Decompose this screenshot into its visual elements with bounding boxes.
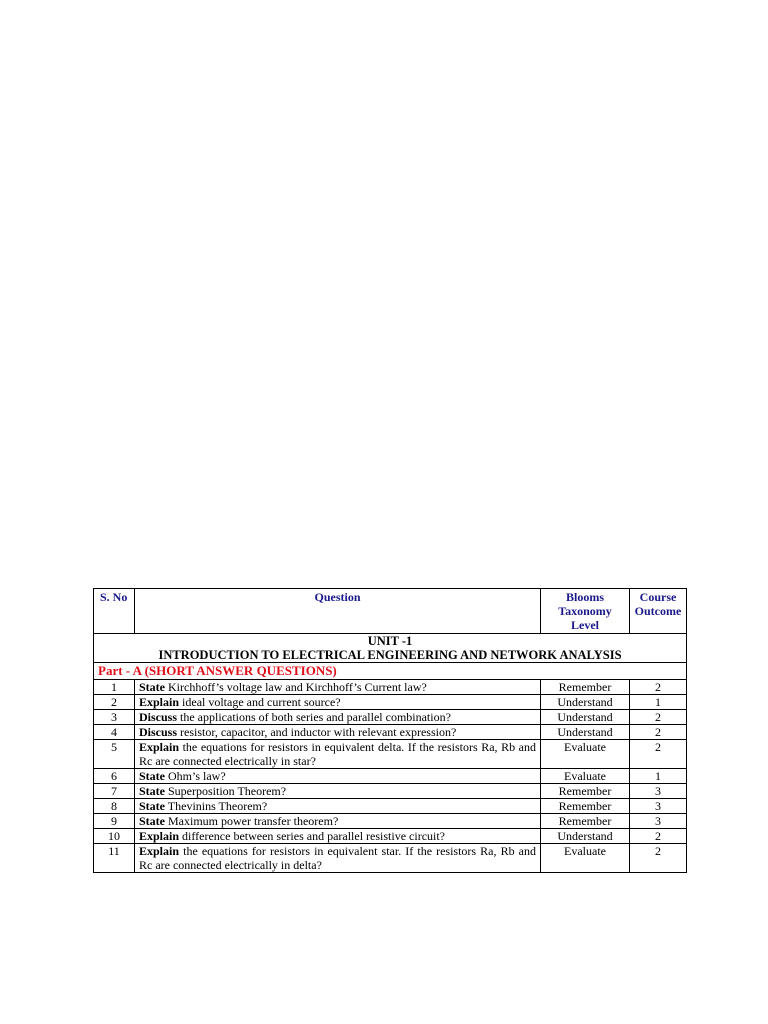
question-verb: Discuss [139, 710, 178, 724]
question-text: Ohm’s law? [165, 769, 226, 783]
unit-number: UNIT -1 [367, 634, 413, 648]
header-blooms-line: Taxonomy [558, 604, 612, 618]
row-course-outcome: 3 [630, 784, 687, 799]
question-verb: State [139, 680, 165, 694]
row-blooms-level: Understand [541, 710, 630, 725]
row-blooms-level: Evaluate [541, 769, 630, 784]
row-sno: 8 [94, 799, 135, 814]
row-course-outcome: 2 [630, 725, 687, 740]
row-sno: 2 [94, 695, 135, 710]
table-row [94, 814, 687, 829]
question-verb: Explain [139, 829, 180, 843]
question-text: resistor, capacitor, and inductor with relevant expression? [177, 725, 457, 739]
unit-heading [94, 634, 687, 663]
row-sno: 11 [94, 844, 135, 873]
row-sno: 7 [94, 784, 135, 799]
row-course-outcome: 2 [630, 710, 687, 725]
row-blooms-level: Remember [541, 814, 630, 829]
header-blooms-line: Level [571, 618, 599, 632]
question-text: Superposition Theorem? [165, 784, 287, 798]
table-row [94, 680, 687, 695]
header-question: Question [135, 589, 541, 634]
row-sno: 9 [94, 814, 135, 829]
row-course-outcome: 1 [630, 769, 687, 784]
row-course-outcome: 2 [630, 740, 687, 769]
row-question [135, 844, 541, 873]
row-blooms-level: Remember [541, 680, 630, 695]
question-verb: Explain [139, 844, 180, 858]
row-course-outcome: 3 [630, 814, 687, 829]
row-course-outcome: 2 [630, 829, 687, 844]
row-sno: 6 [94, 769, 135, 784]
row-blooms-level: Understand [541, 695, 630, 710]
row-sno: 10 [94, 829, 135, 844]
question-text: the equations for resistors in equivalent delta. If the resistors Ra, Rb and Rc are connected electrically in star? [139, 740, 536, 768]
question-verb: Explain [139, 740, 180, 754]
row-question [135, 695, 541, 710]
table-row [94, 769, 687, 784]
question-verb: State [139, 784, 165, 798]
question-text: the applications of both series and parallel combination? [177, 710, 451, 724]
table-row [94, 844, 687, 873]
unit-title: INTRODUCTION TO ELECTRICAL ENGINEERING AND NETWORK ANALYSIS [158, 648, 622, 662]
row-blooms-level: Remember [541, 799, 630, 814]
header-course-outcome [630, 589, 687, 634]
question-verb: State [139, 769, 165, 783]
row-blooms-level: Evaluate [541, 740, 630, 769]
row-question [135, 769, 541, 784]
table-row [94, 829, 687, 844]
row-sno: 3 [94, 710, 135, 725]
row-sno: 5 [94, 740, 135, 769]
question-verb: State [139, 799, 165, 813]
header-blooms-level [541, 589, 630, 634]
question-text: the equations for resistors in equivalent star. If the resistors Ra, Rb and Rc are connected electrically in delta? [139, 844, 536, 872]
row-blooms-level: Understand [541, 829, 630, 844]
table-row [94, 725, 687, 740]
row-sno: 4 [94, 725, 135, 740]
row-blooms-level: Understand [541, 725, 630, 740]
row-blooms-level: Evaluate [541, 844, 630, 873]
row-course-outcome: 2 [630, 844, 687, 873]
question-verb: Explain [139, 695, 180, 709]
question-bank-table [93, 588, 687, 873]
header-row [94, 589, 687, 634]
unit-row [94, 634, 687, 663]
row-question [135, 740, 541, 769]
row-question [135, 814, 541, 829]
part-row [94, 663, 687, 680]
header-course-line: Outcome [634, 604, 682, 618]
row-sno: 1 [94, 680, 135, 695]
row-question [135, 725, 541, 740]
row-question [135, 710, 541, 725]
part-heading: Part - A (SHORT ANSWER QUESTIONS) [94, 663, 687, 680]
table-row [94, 740, 687, 769]
table-row [94, 710, 687, 725]
question-verb: Discuss [139, 725, 178, 739]
row-question [135, 799, 541, 814]
row-question [135, 829, 541, 844]
table-row [94, 695, 687, 710]
table-row [94, 784, 687, 799]
header-course-line: Course [639, 590, 677, 604]
row-question [135, 680, 541, 695]
question-text: ideal voltage and current source? [179, 695, 341, 709]
row-course-outcome: 1 [630, 695, 687, 710]
header-sno: S. No [94, 589, 135, 634]
row-course-outcome: 3 [630, 799, 687, 814]
question-text: Kirchhoff’s voltage law and Kirchhoff’s Current law? [165, 680, 427, 694]
question-text: Thevinins Theorem? [165, 799, 268, 813]
header-blooms-line: Blooms [565, 590, 604, 604]
question-text: difference between series and parallel resistive circuit? [179, 829, 446, 843]
question-text: Maximum power transfer theorem? [165, 814, 339, 828]
question-verb: State [139, 814, 165, 828]
row-blooms-level: Remember [541, 784, 630, 799]
table-row [94, 799, 687, 814]
row-course-outcome: 2 [630, 680, 687, 695]
row-question [135, 784, 541, 799]
